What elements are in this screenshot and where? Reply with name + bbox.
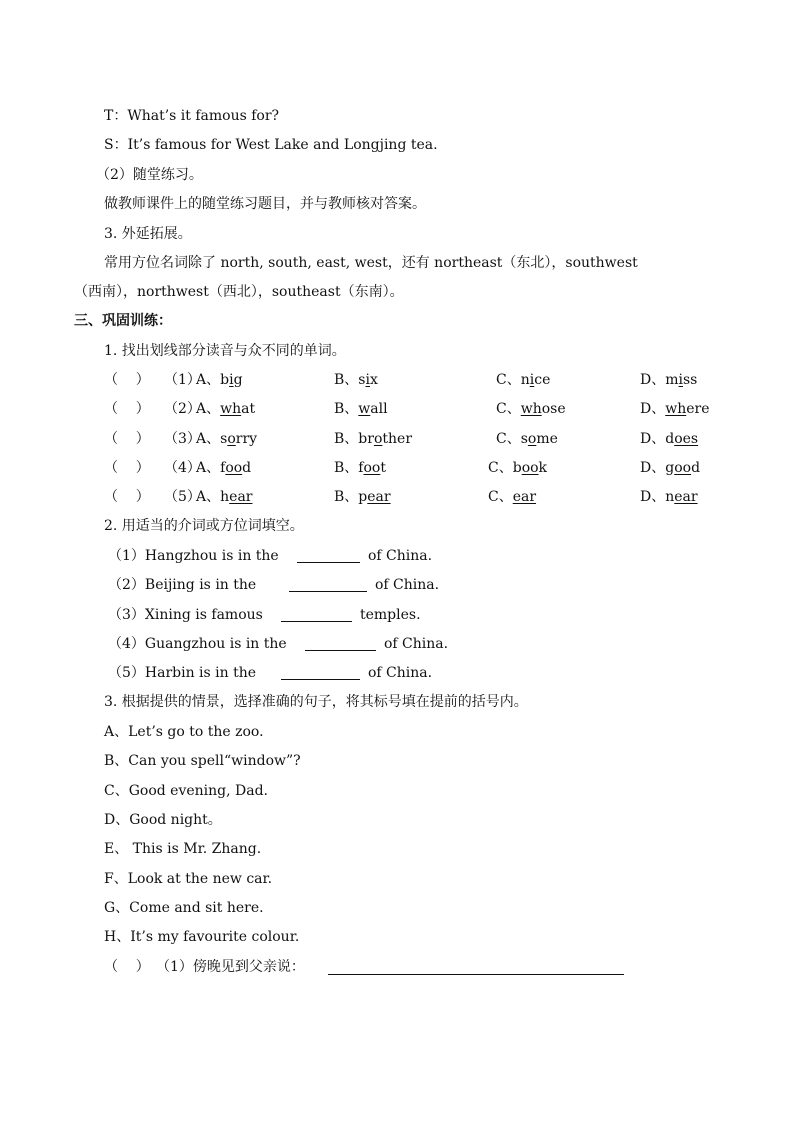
option-a: A、hear bbox=[196, 489, 253, 505]
option-b: B、brother bbox=[334, 431, 413, 447]
q1-row bbox=[0, 459, 794, 477]
answer-blank[interactable] bbox=[281, 621, 352, 622]
option-d: D、where bbox=[640, 401, 710, 417]
q3-question-1: （1）傍晚见到父亲说： bbox=[156, 959, 305, 975]
option-b: B、six bbox=[334, 372, 378, 388]
question-number: （5） bbox=[164, 489, 201, 505]
underlined-sound: wh bbox=[220, 401, 242, 417]
underlined-sound: oo bbox=[674, 460, 692, 476]
option-b: B、wall bbox=[334, 401, 388, 417]
option-d: D、does bbox=[640, 431, 699, 447]
option-d: D、near bbox=[640, 489, 698, 505]
underlined-sound: i bbox=[529, 372, 535, 388]
q3-answer-blank[interactable] bbox=[328, 974, 624, 975]
question-number: （4） bbox=[164, 460, 201, 476]
q1-row bbox=[0, 400, 794, 418]
answer-blank[interactable] bbox=[297, 562, 360, 563]
answer-paren[interactable]: （ ） bbox=[104, 431, 150, 447]
option-c: C、book bbox=[488, 460, 548, 476]
fill-blank-suffix: temples. bbox=[360, 607, 421, 623]
dialog-teacher-line: T：What’s it famous for? bbox=[104, 108, 280, 124]
answer-blank[interactable] bbox=[289, 591, 367, 592]
underlined-sound: oes bbox=[674, 431, 699, 447]
option-d: D、good bbox=[640, 460, 701, 476]
answer-blank[interactable] bbox=[305, 650, 376, 651]
underlined-sound: oo bbox=[363, 460, 381, 476]
option-b: B、foot bbox=[334, 460, 386, 476]
option-c: C、some bbox=[496, 431, 558, 447]
answer-paren[interactable]: （ ） bbox=[104, 372, 150, 388]
q3-answer-paren[interactable]: （ ） bbox=[104, 959, 150, 975]
underlined-sound: o bbox=[227, 431, 236, 447]
question-number: （3） bbox=[164, 431, 201, 447]
q2-title: 2. 用适当的介词或方位词填空。 bbox=[104, 518, 304, 534]
extension-line-2: （西南），northwest（西北），southeast（东南）。 bbox=[74, 284, 404, 300]
fill-blank-prompt: （2）Beijing is in the bbox=[108, 577, 257, 593]
question-number: （1） bbox=[164, 372, 201, 388]
underlined-sound: o bbox=[373, 431, 383, 447]
q3-option: G、Come and sit here. bbox=[104, 900, 264, 916]
q1-title: 1. 找出划线部分读音与众不同的单词。 bbox=[104, 343, 346, 359]
underlined-sound: wh bbox=[665, 401, 687, 417]
q3-title: 3. 根据提供的情景，选择准确的句子，将其标号填在提前的括号内。 bbox=[104, 694, 528, 710]
answer-paren[interactable]: （ ） bbox=[104, 489, 150, 505]
fill-blank-suffix: of China. bbox=[375, 577, 440, 593]
underlined-sound: i bbox=[365, 372, 370, 388]
underlined-sound: w bbox=[358, 401, 371, 417]
q3-option: E、 This is Mr. Zhang. bbox=[104, 841, 262, 857]
underlined-sound: wh bbox=[520, 401, 542, 417]
underlined-sound: i bbox=[229, 372, 234, 388]
option-d: D、miss bbox=[640, 372, 698, 388]
q3-option: A、Let’s go to the zoo. bbox=[104, 724, 264, 740]
option-a: A、big bbox=[196, 372, 243, 388]
option-a: A、food bbox=[196, 460, 252, 476]
q3-option: C、Good evening, Dad. bbox=[104, 783, 269, 799]
question-number: （2） bbox=[164, 401, 201, 417]
underlined-sound: o bbox=[527, 431, 537, 447]
q1-row bbox=[0, 430, 794, 448]
underlined-sound: ear bbox=[674, 489, 698, 505]
fill-blank-prompt: （3）Xining is famous bbox=[108, 607, 263, 623]
section-title: 三、巩固训练： bbox=[74, 313, 172, 329]
option-c: C、whose bbox=[496, 401, 566, 417]
option-b: B、pear bbox=[334, 489, 391, 505]
answer-blank[interactable] bbox=[281, 679, 360, 680]
underlined-sound: ear bbox=[229, 489, 253, 505]
option-c: C、ear bbox=[488, 489, 537, 505]
underlined-sound: ear bbox=[367, 489, 391, 505]
fill-blank-suffix: of China. bbox=[384, 636, 449, 652]
fill-blank-suffix: of China. bbox=[368, 665, 433, 681]
underlined-sound: oo bbox=[225, 460, 243, 476]
q3-option: F、Look at the new car. bbox=[104, 871, 273, 887]
answer-paren[interactable]: （ ） bbox=[104, 460, 150, 476]
in-class-heading: （2）随堂练习。 bbox=[96, 167, 203, 183]
fill-blank-prompt: （1）Hangzhou is in the bbox=[108, 548, 279, 564]
fill-blank-prompt: （5）Harbin is in the bbox=[108, 665, 257, 681]
underlined-sound: i bbox=[678, 372, 683, 388]
extension-line-1: 常用方位名词除了 north, south, east, west，还有 northeast（东北），southwest bbox=[104, 255, 638, 271]
answer-paren[interactable]: （ ） bbox=[104, 401, 150, 417]
option-a: A、sorry bbox=[196, 431, 258, 447]
option-c: C、nice bbox=[496, 372, 551, 388]
fill-blank-prompt: （4）Guangzhou is in the bbox=[108, 636, 287, 652]
underlined-sound: ear bbox=[512, 489, 537, 505]
q1-row bbox=[0, 488, 794, 506]
q1-row bbox=[0, 371, 794, 389]
in-class-instruction: 做教师课件上的随堂练习题目，并与教师核对答案。 bbox=[104, 196, 426, 212]
q3-option: H、It’s my favourite colour. bbox=[104, 929, 300, 945]
option-a: A、what bbox=[196, 401, 256, 417]
fill-blank-suffix: of China. bbox=[368, 548, 433, 564]
q3-option: B、Can you spell“window”? bbox=[104, 753, 301, 769]
q3-option: D、Good night。 bbox=[104, 812, 222, 828]
dialog-student-line: S：It’s famous for West Lake and Longjing tea. bbox=[104, 137, 438, 153]
underlined-sound: oo bbox=[521, 460, 539, 476]
extension-heading: 3. 外延拓展。 bbox=[104, 226, 192, 242]
